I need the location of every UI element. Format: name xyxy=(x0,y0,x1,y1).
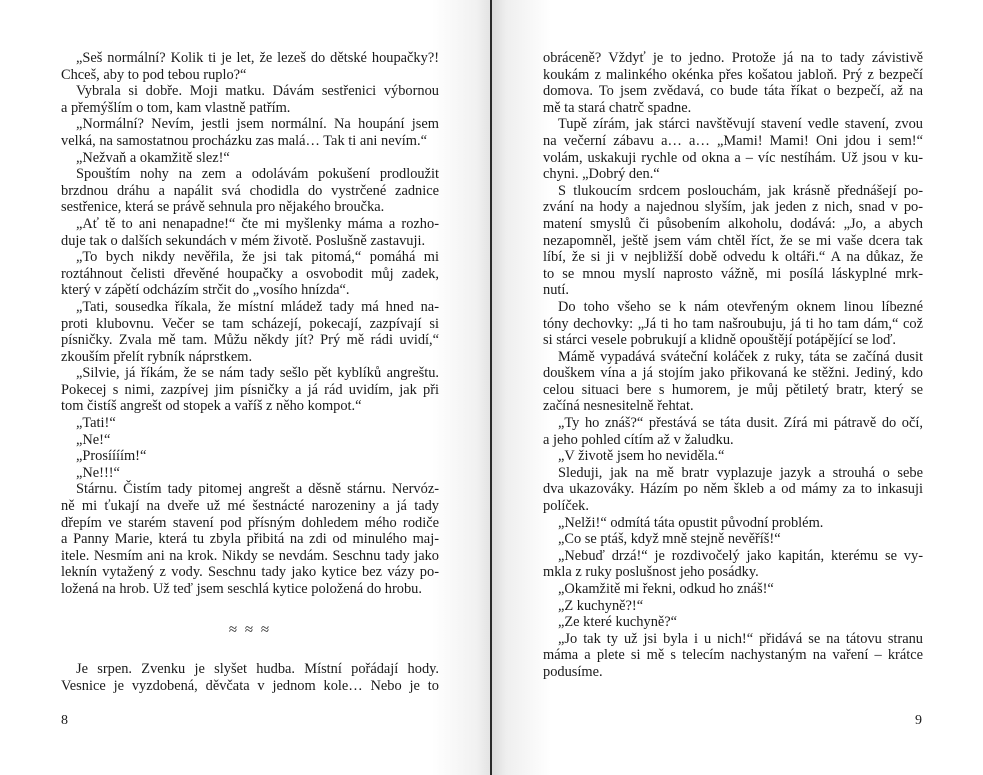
text-line: sestřenice, která se právě sehnula pro nějakého broučka. xyxy=(61,199,385,216)
text-line: „Ze které kuchyně?“ xyxy=(558,614,678,631)
text-line: který v zápětí odcházím strčit do „vosího hnízda“. xyxy=(61,282,350,299)
text-line: políček. xyxy=(543,498,589,515)
text-line: Spouštím nohy na zem a odolávám pokušení prodloužit xyxy=(76,166,439,183)
text-line: velká, na samostatnou procházku zas malá… Tak ti ani nevím.“ xyxy=(61,132,427,149)
text-line: proti klubovnu. Večer se tam scházejí, pokecají, zazpívají si xyxy=(61,315,439,332)
text-line: Tupě zírám, jak stárci navštěvují stavení vedle stavení, zvou xyxy=(558,116,923,133)
text-line: „Seš normální? Kolik ti je let, že lezeš do dětské houpačky?! xyxy=(76,50,439,66)
text-line: duje tak o dalších sekundách v mém životě. Poslušně zastavuji. xyxy=(61,232,426,249)
text-line: nezapomněl, ještě jsem vám chtěl říct, že se mi vaše dcera tak xyxy=(543,232,923,249)
text-line: „Silvie, já říkám, že se nám tady sešlo pět kyblíků angreštu. xyxy=(76,365,439,382)
text-line: „To bych nikdy nevěřila, že jsi tak pitomá,“ pomáhá mi xyxy=(76,249,439,266)
text-line: roztáhnout čelisti dřevěné houpačky a osvobodit můj zadek, xyxy=(61,265,439,282)
text-line: „Jo tak ty už jsi byla i u nich!“ přidává se na tátovu stranu xyxy=(558,630,923,647)
text-line: máma a plete si mě s telecím nachystaným na vaření – krátce xyxy=(543,647,923,664)
text-line: Mámě vypadává sváteční koláček z ruky, táta se začíná dusit xyxy=(558,348,923,365)
text-line: Chceš, aby to pod tebou ruplo?“ xyxy=(61,66,247,83)
text-line: „Normální? Nevím, jestli jsem normální. Na houpání jsem xyxy=(76,116,439,133)
left-page-text-after-break xyxy=(61,661,439,694)
text-line: Do toho všeho se k nám otevřeným oknem linou líbezné xyxy=(558,298,923,315)
text-line: zvání na hody a najednou slyším, jak jeden z nich, snad v po- xyxy=(543,199,923,216)
left-page xyxy=(0,0,491,775)
text-line: itele. Nesmím ani na krok. Nikdy se nevdám. Seschnu tady jako xyxy=(61,547,439,564)
text-line: „Nelži!“ odmítá táta opustit původní problém. xyxy=(558,514,824,531)
text-line: to se mnou myslí naprosto vážně, mi posílá láskyplné mrk- xyxy=(543,265,923,282)
text-line: „Ty ho znáš?“ přestává se táta dusit. Zírá mi pátravě do očí, xyxy=(558,415,923,432)
text-line: „Ať tě to ani nenapadne!“ čte mi myšlenky máma a rozho- xyxy=(76,215,439,232)
text-line: ložená na hrob. Už teď jsem seschlá kytice položená do hrobu. xyxy=(61,581,422,597)
text-line: a jeho pohled cítím až v žaludku. xyxy=(543,431,734,448)
text-line: douškem vína a já stojím jako přikovaná ke stěžni. Jediný, kdo xyxy=(543,365,923,382)
text-line: písničky. Zvala mě tam. Můžu někdy jít? Prý mě rádi uvidí,“ xyxy=(61,332,439,349)
text-line: „Nebuď drzá!“ je rozdivočelý jako kapitán, kterému se vy- xyxy=(558,547,923,564)
text-line: začíná nesnesitelně řehtat. xyxy=(543,398,694,415)
text-line: na večerní zábavu a… a… „Mami! Mami! Oni jdou i sem!“ xyxy=(543,132,923,149)
text-line: „Nežvaň a okamžitě slez!“ xyxy=(76,149,230,166)
text-line: ně mi ťukají na dveře už mé šestnácté narozeniny a já tady xyxy=(61,498,439,515)
text-line: „Tati!“ xyxy=(76,415,116,432)
text-line: tóny dechovky: „Já ti ho tam našroubuju, já ti ho tam dám,“ což xyxy=(543,315,923,332)
text-line: Vybrala si dobře. Moji matku. Dávám sestřenici výbornou xyxy=(76,83,439,100)
left-page-text xyxy=(61,50,439,598)
text-line: „Prosíííím!“ xyxy=(76,448,147,465)
text-line: „Z kuchyně?!“ xyxy=(558,597,644,614)
page-number: 9 xyxy=(915,713,922,728)
text-line: Je srpen. Zvenku je slyšet hudba. Místní pořádají hody. xyxy=(76,661,439,677)
text-line: si stárci vesele pobrukují a klidně opouštějí potápějící se loď. xyxy=(543,332,896,349)
text-line: a přemýšlím o tom, kam vlastně patřím. xyxy=(61,99,291,116)
text-line: Vesnice je vyzdobená, děvčata v jednom kole… Nebo je to xyxy=(61,677,439,694)
page-number: 8 xyxy=(61,713,68,728)
text-line: „Co se ptáš, když mně stejně nevěříš!“ xyxy=(558,531,781,548)
text-line: leknín vytažený z vody. Seschnu tady jako kytice bez vázy po- xyxy=(61,564,439,581)
text-line: matení smyslů či působením alkoholu, dodává: „Jo, a abych xyxy=(543,215,923,232)
text-line: dva ukazováky. Házím po něm šklеb a od mámy za to inkasuji xyxy=(543,481,923,498)
text-line: chyni. „Dobrý den.“ xyxy=(543,166,660,183)
right-page xyxy=(492,0,983,775)
text-line: obráceně? Vždyť je to jedno. Protože já na to tady závistivě xyxy=(543,50,923,66)
text-line: Stárnu. Čistím tady pitomej angrešt a děsně stárnu. Nervóz- xyxy=(76,481,439,498)
text-line: volám, uskakuji rychle od okna a – víc nestíhám. Už jsou v ku- xyxy=(543,149,923,166)
text-line: podusíme. xyxy=(543,663,603,680)
section-break-ornament: ≈ ≈ ≈ xyxy=(228,622,272,638)
text-line: celou situaci bere s humorem, je můj pětiletý bratr, který se xyxy=(543,381,923,398)
text-line: a Panny Marie, která tu zbyla přibitá na zdi od minulého maj- xyxy=(61,531,439,548)
text-line: mkla z ruky poslušnost jeho posádky. xyxy=(543,564,759,581)
text-line: „Ne!!!“ xyxy=(76,464,120,481)
right-page-text xyxy=(543,50,923,681)
text-line: koukám z malinkého okénka přes košatou jabloň. Prý z bezpečí xyxy=(543,66,923,83)
text-line: „V životě jsem ho neviděla.“ xyxy=(558,448,725,465)
text-line: „Tati, sousedka říkala, že místní mládež tady má hned na- xyxy=(76,298,439,315)
text-line: dřepím ve starém stavení pod přísným dohledem mého rodiče xyxy=(61,514,439,531)
text-line: Sleduji, jak na mě bratr vyplazuje jazyk a strouhá o sebe xyxy=(558,464,923,481)
text-line: mě ta stará chatrč spadne. xyxy=(543,99,692,116)
text-line: „Okamžitě mi řekni, odkud ho znáš!“ xyxy=(558,581,774,597)
text-line: Pokecej s nimi, zazpívej jim písničky a já rád uvidím, jak při xyxy=(61,381,439,398)
text-line: tom čistíš angrešt od stopek a vaříš z něho kompot.“ xyxy=(61,398,362,415)
text-line: líbí, že si ji v nejbližší době odvedu k oltáři.“ A na důkaz, že xyxy=(543,249,923,266)
text-line: „Ne!“ xyxy=(76,431,111,448)
text-line: S tlukoucím srdcem poslouchám, jak krásně přednášejí po- xyxy=(558,182,923,199)
text-line: domova. To jsem zvědavá, co bude táta říkat o bezpečí, až na xyxy=(543,83,923,100)
text-line: zkouším přelít rybník náprstkem. xyxy=(61,348,253,365)
text-line: brzdnou dráhu a napálit svá chodidla do vystrčené zadnice xyxy=(61,182,439,199)
text-line: nutí. xyxy=(543,282,569,299)
